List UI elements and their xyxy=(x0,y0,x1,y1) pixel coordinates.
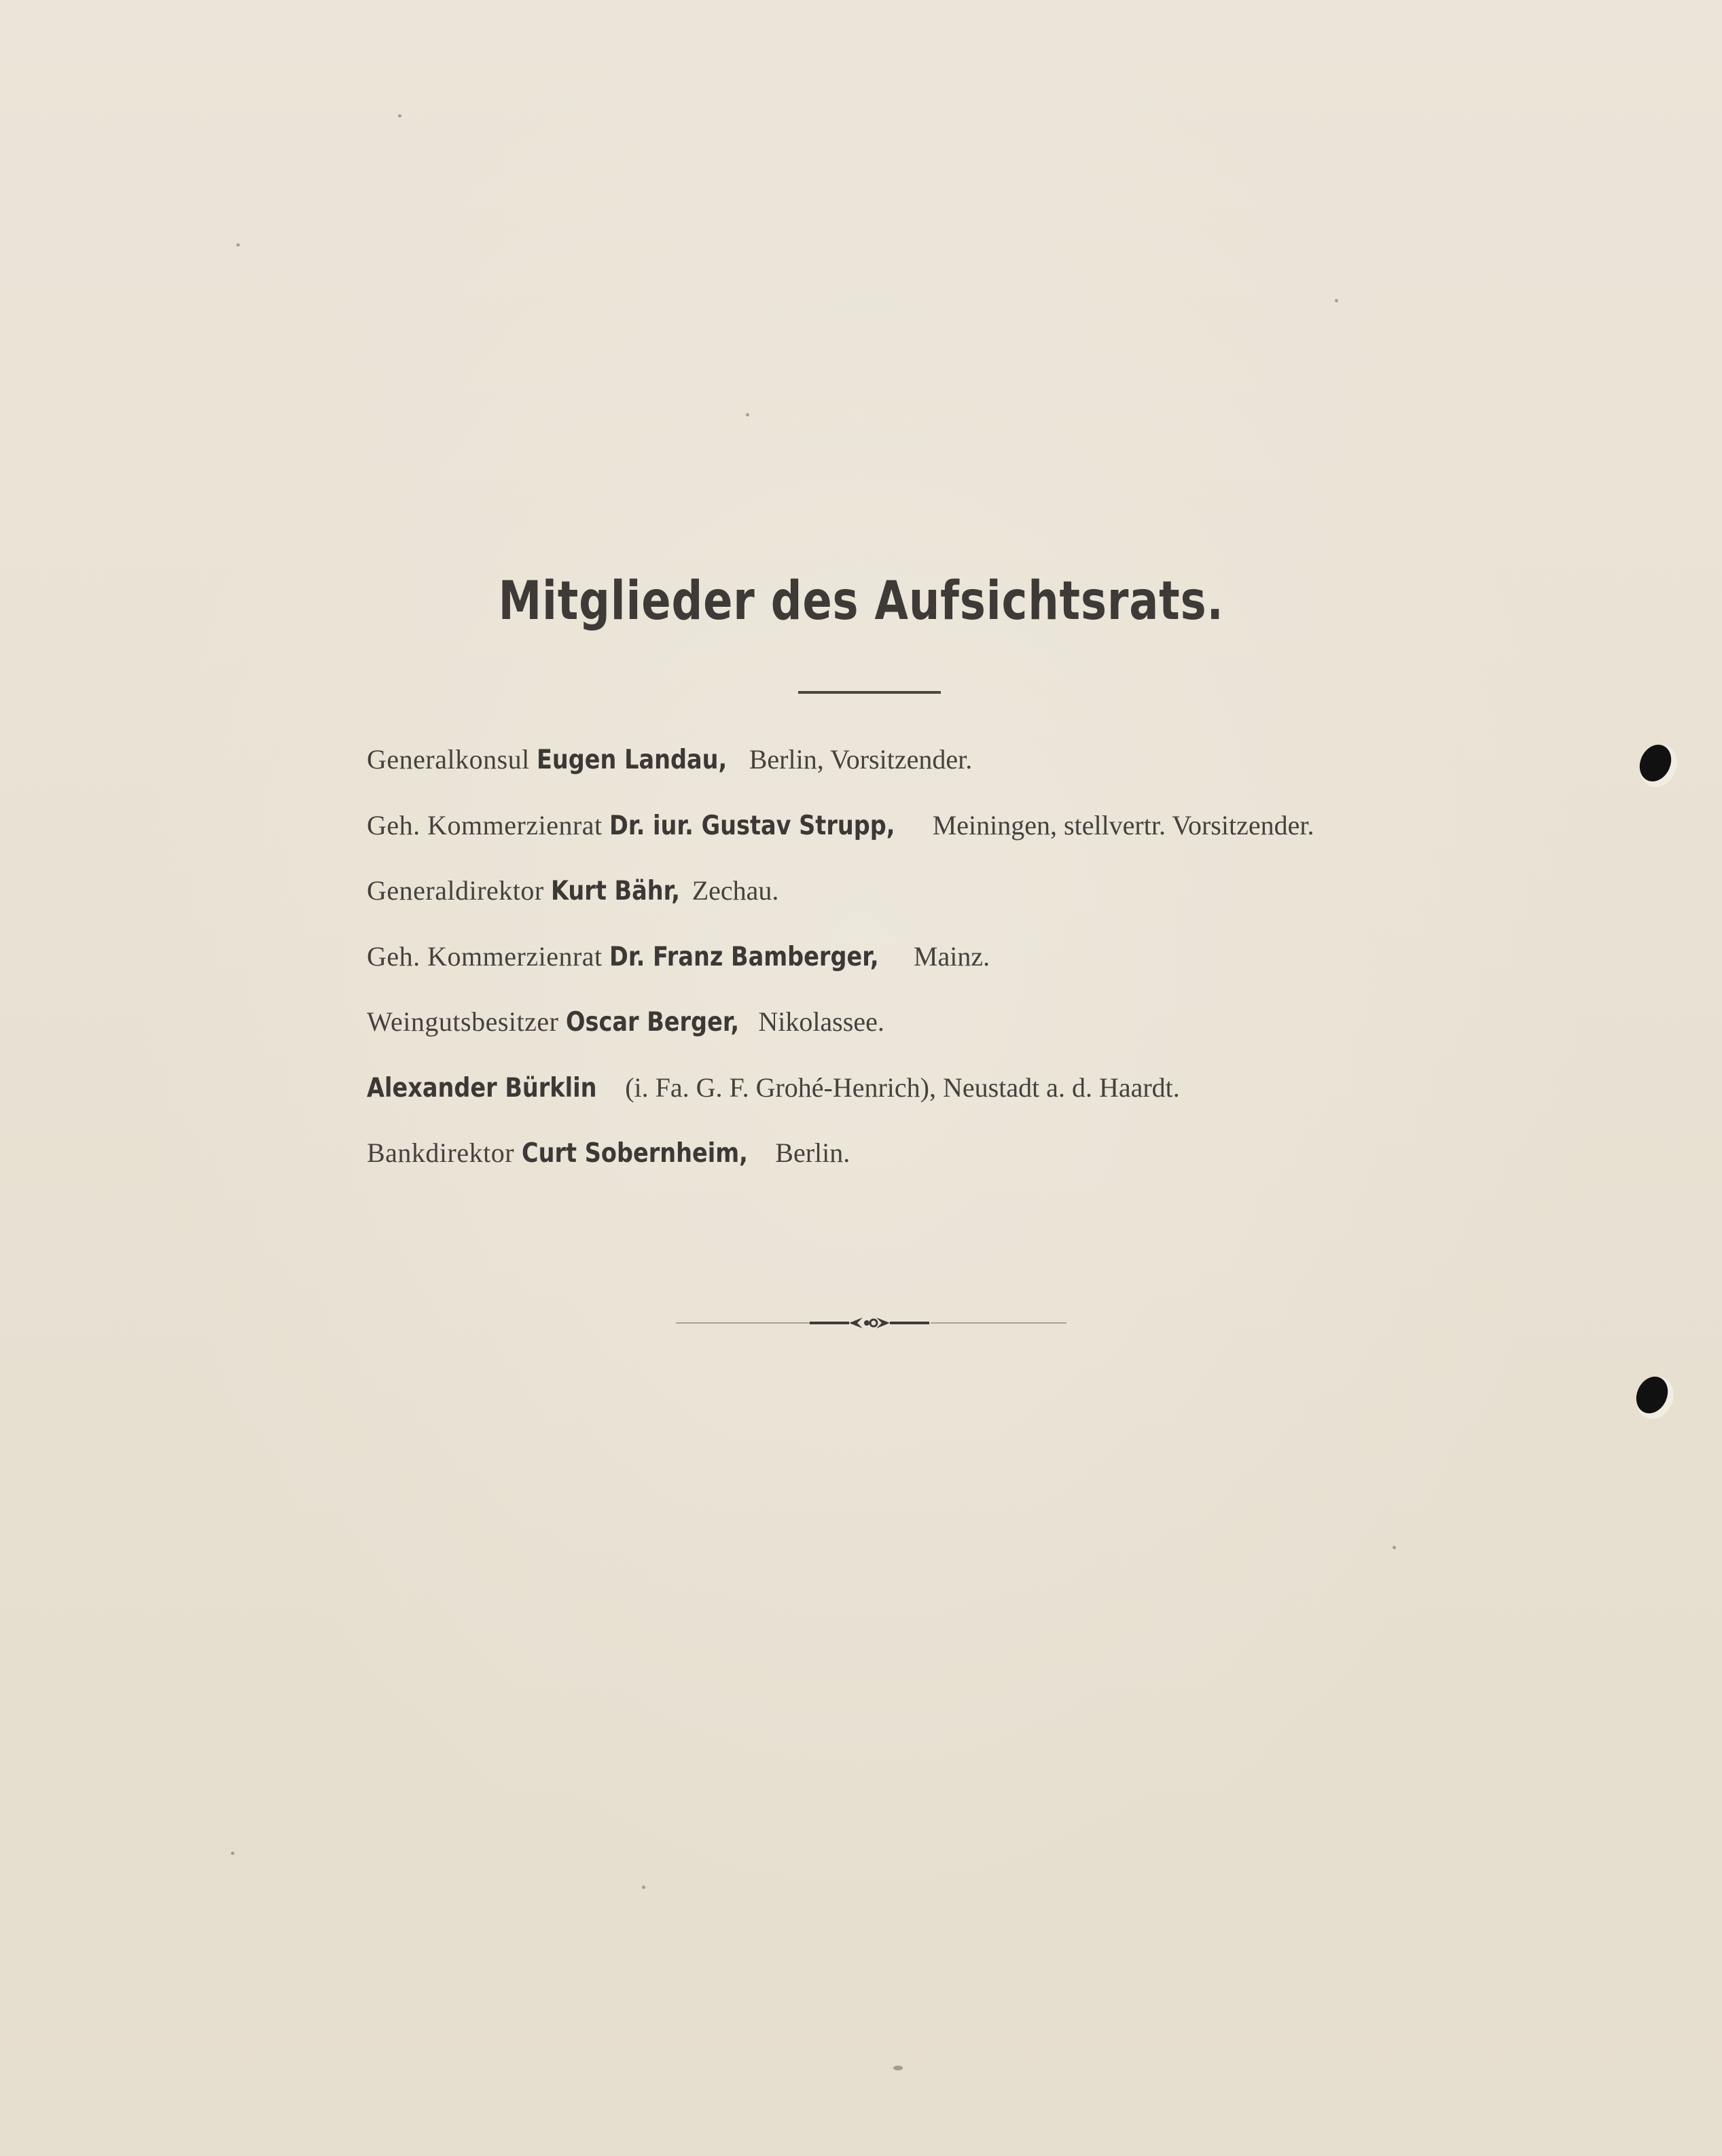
member-details: Nikolassee. xyxy=(751,1006,884,1037)
member-name: Alexander Bürklin xyxy=(367,1072,597,1103)
member-entry xyxy=(367,938,1454,1004)
paper-speck xyxy=(1335,299,1338,302)
member-title: Geh. Kommerzienrat xyxy=(367,809,610,841)
member-title: Generaldirektor xyxy=(367,875,552,906)
member-entry xyxy=(367,807,1454,872)
member-details: (i. Fa. G. F. Grohé-Henrich), Neustadt a. d. Haardt. xyxy=(618,1072,1180,1103)
member-list xyxy=(367,741,1454,1200)
member-entry xyxy=(367,872,1454,938)
member-entry xyxy=(367,741,1454,807)
punch-hole-icon xyxy=(1630,1371,1674,1418)
member-name: Curt Sobernheim, xyxy=(521,1138,748,1169)
divider-line-right xyxy=(931,1322,1066,1324)
member-details: Berlin. xyxy=(768,1137,850,1168)
paper-speck xyxy=(1393,1546,1396,1549)
member-details: Berlin, Vorsitzender. xyxy=(742,744,973,775)
member-name: Dr. Franz Bamberger, xyxy=(609,941,879,972)
member-name: Dr. iur. Gustav Strupp, xyxy=(609,810,895,841)
member-title: Geh. Kommerzienrat xyxy=(367,940,610,972)
member-entry xyxy=(367,1134,1454,1200)
member-title: Bankdirektor xyxy=(367,1137,522,1168)
member-name: Eugen Landau, xyxy=(537,745,728,775)
member-entry xyxy=(367,1069,1454,1135)
member-details: Zechau. xyxy=(685,875,779,906)
punch-hole-icon xyxy=(1634,739,1677,786)
paper-speck xyxy=(893,2066,903,2070)
paper-speck xyxy=(746,413,749,417)
member-title: Generalkonsul xyxy=(367,744,537,775)
printers-ornament-icon xyxy=(808,1308,931,1338)
paper-speck xyxy=(642,1886,645,1889)
paper-speck xyxy=(236,243,240,247)
paper-speck xyxy=(398,114,401,118)
page-title: Mitglieder des Aufsichtsrats. xyxy=(498,571,1224,632)
member-entry xyxy=(367,1003,1454,1069)
member-name: Oscar Berger, xyxy=(565,1007,740,1038)
divider-line-left xyxy=(676,1322,812,1324)
member-details: Meiningen, stellvertr. Vorsitzender. xyxy=(925,809,1314,841)
member-name: Kurt Bähr, xyxy=(551,876,681,906)
paper-speck xyxy=(231,1852,234,1855)
member-details: Mainz. xyxy=(906,940,990,972)
title-underline xyxy=(798,691,941,694)
member-title: Weingutsbesitzer xyxy=(367,1006,566,1037)
